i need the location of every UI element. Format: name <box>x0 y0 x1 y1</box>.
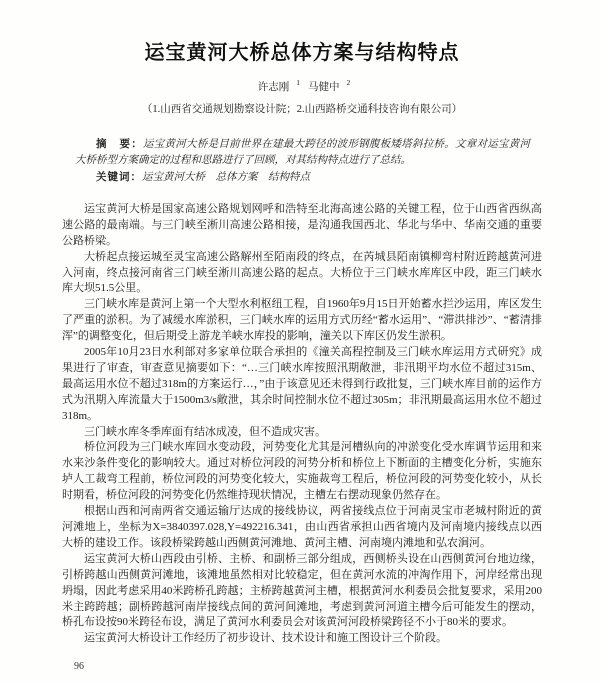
body-paragraph-9: 运宝黄河大桥设计工作经历了初步设计、技术设计和施工图设计三个阶段。 <box>84 632 447 645</box>
keywords-paragraph <box>75 170 530 187</box>
body-paragraph-5: 三门峡水库冬季库面有结冰成凌，但不造成灾害。 <box>84 425 326 438</box>
author-line <box>62 78 542 94</box>
body-paragraph-4: 2005年10月23日水利部对多家单位联合承担的《潼关高程控制及三门峡水库运用方式研究》成果进行了审查，审查意见摘要如下：“…三门峡水库按照汛期敞泄，非汛期平均水位不超过315m、最高运用水位不超过318m的方案运行…，”由于该意见还未得到行政批复，三门峡水库目前的运作方式为汛期入库流量大于1500m3/s敞泄，其余时间控制水位不超过305m；非汛期最高运用水位不超过318m。 <box>62 346 542 422</box>
keywords-text: 运宝黄河大桥 总体方案 结构特点 <box>142 172 310 184</box>
body-paragraph-3: 三门峡水库是黄河上第一个大型水利枢纽工程，自1960年9月15日开始蓄水拦沙运用，库区发生了严重的淤积。为了减缓水库淤积，三门峡水库的运用方式历经“蓄水运用”、“滞洪排沙”、“蓄清排浑”的调整变化，但后期受上游龙羊峡水库投的影响，潼关以下库区仍发生淤积。 <box>62 298 542 343</box>
author-2-name: 马健中 <box>308 81 340 93</box>
author-1-superscript: 1 <box>296 78 300 87</box>
author-1-name: 许志刚 <box>257 81 290 93</box>
affiliation-line: （1.山西省交通规划勘察设计院；2.山西路桥交通科技咨询有限公司） <box>141 103 463 115</box>
body-text <box>62 202 542 647</box>
body-paragraph-6: 桥位河段为三门峡水库回水变动段，河势变化尤其是河槽纵向的冲淤变化受水库调节运用和来水来沙条件变化的影响较大。通过对桥位河段的河势分析和桥位上下断面的主槽变化分析，实施东垆人工裁弯工程前，桥位河段的河势变化较大，实施裁弯工程后，桥位河段的河势变化较小，从长时期看，桥位河段的河势变化仍然维持现状情况，主槽左右摆动现象仍然存在。 <box>62 441 542 502</box>
abstract-label: 摘 要： <box>96 138 144 150</box>
body-paragraph-8: 运宝黄河大桥山西段由引桥、主桥、和副桥三部分组成，西侧桥头设在山西侧黄河台地边缘，引桥跨越山西侧黄河滩地，该滩地虽然相对比较稳定，但在黄河水流的冲淘作用下，河岸经常出现坍塌，因此考虑采用40米跨桥孔跨越；主桥跨越黄河主槽，根据黄河水利委员会批复要求，采用200米主跨跨越；副桥跨越河南岸接线点间的黄河间滩地，考虑到黄河河道主槽今后可能发生的摆动，桥孔布设按90米跨径布设，满足了黄河水利委员会对该黄河河段桥梁跨径不小于80米的要求。 <box>62 552 542 629</box>
body-paragraph-2: 大桥起点接运城至灵宝高速公路解州至陌南段的终点，在芮城县陌南镇柳弯村附近跨越黄河进入河南，终点接河南省三门峡至淅川高速公路的起点。大桥位于三门峡水库库区中段，距三门峡水库大坝51.5公里。 <box>62 250 542 295</box>
abstract-text: 运宝黄河大桥是目前世界在建最大跨径的波形钢腹板矮塔斜拉桥。文章对运宝黄河大桥桥型方案确定的过程和思路进行了回顾，对其结构特点进行了总结。 <box>75 138 531 167</box>
abstract-block <box>75 137 530 187</box>
body-paragraph-1: 运宝黄河大桥是国家高速公路规划网呼和浩特至北海高速公路的关键工程，位于山西省西纵高速公路的最南端。与三门峡至淅川高速公路相接，是沟通我国西北、华北与华中、华南交通的重要公路桥梁。 <box>62 202 542 247</box>
body-paragraph-7: 根据山西和河南两省交通运输厅达成的接线协议，两省接线点位于河南灵宝市老城村附近的黄河滩地上，坐标为X=3840397.028,Y=492216.341，由山西省承担山西省境内及河南境内接线点以西大桥的建设工作。该段桥梁跨越山西侧黄河滩地、黄河主槽、河南境内滩地和弘农涧河。 <box>62 505 542 549</box>
keywords-label: 关键词： <box>96 172 142 184</box>
paper-title: 运宝黄河大桥总体方案与结构特点 <box>144 42 460 64</box>
author-2-superscript: 2 <box>346 78 351 87</box>
abstract-paragraph <box>75 137 530 171</box>
page-number: 96 <box>74 661 84 672</box>
